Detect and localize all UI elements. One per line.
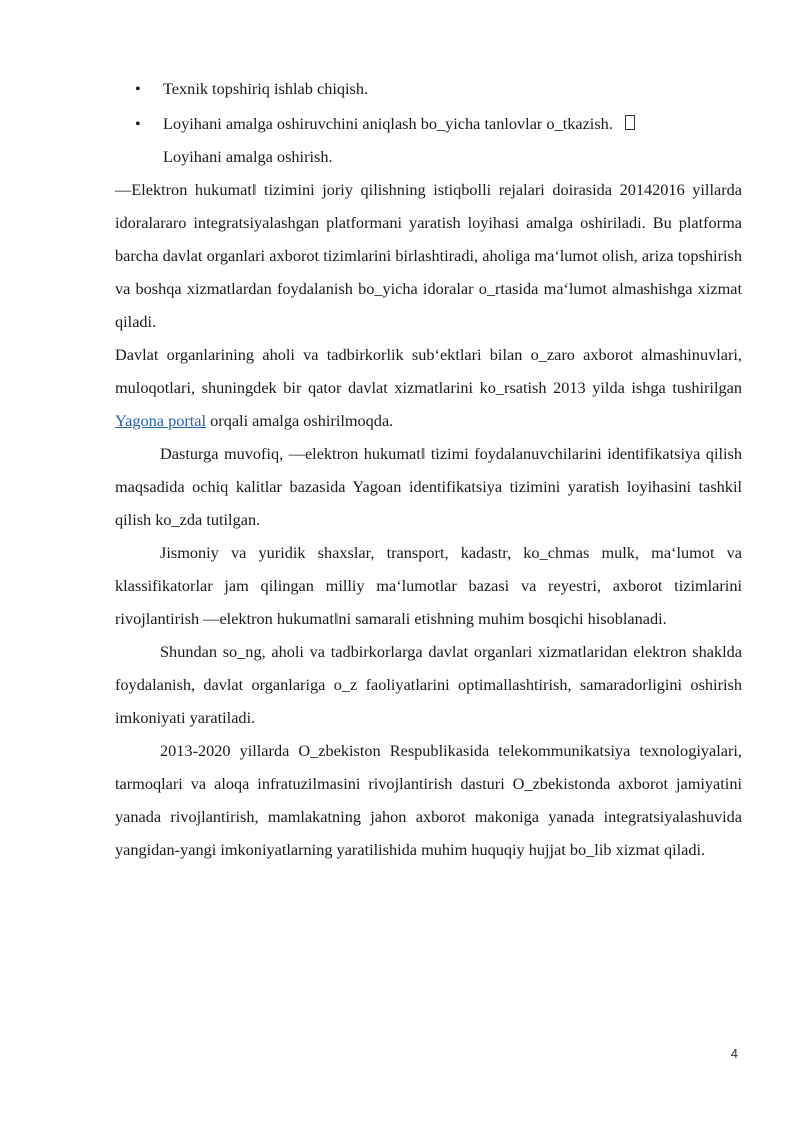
bullet-list — [115, 72, 742, 173]
bullet-text: Loyihani amalga oshiruvchini aniqlash bo_yicha tanlovlar o_tkazish. — [163, 114, 613, 133]
paragraph: ―Elektron hukumat‖ tizimini joriy qilishning istiqbolli rejalari doirasida 20142016 yillarda idoralararo integratsiyalashgan platformani yaratish loyihasi amalga oshiriladi. Bu platforma barcha davlat organlari axborot tizimlarini birlashtiradi, aholiga ma‘lumot olish, ariza topshirish va boshqa xizmatlardan foydalanish bo_yicha idoralar o_rtasida ma‘lumot almashishga xizmat qiladi. — [115, 180, 742, 331]
paragraph-text: orqali amalga oshirilmoqda. — [206, 411, 394, 430]
page-number: 4 — [730, 1046, 738, 1061]
paragraph — [115, 338, 742, 437]
paragraph: Jismoniy va yuridik shaxslar, transport, kadastr, ko_chmas mulk, ma‘lumot va klassifikatorlar jam qilingan milliy ma‘lumotlar bazasi va reyestri, axborot tizimlarini rivojlantirish ―elektron hukumat‖ni samarali etishning muhim bosqichi hisoblanadi. — [115, 543, 742, 628]
bullet-text: Texnik topshiriq ishlab chiqish. — [163, 79, 369, 98]
bullet-glyph: • — [135, 114, 141, 133]
yagona-portal-link[interactable]: Yagona portal — [115, 411, 207, 430]
bullet-item — [115, 72, 742, 105]
missing-glyph-icon — [625, 115, 635, 130]
paragraph: 2013-2020 yillarda O_zbekiston Respublikasida telekommunikatsiya texnologiyalari, tarmoqlari va aloqa infratuzilmasini rivojlantirish dasturi O_zbekistonda axborot jamiyatini yanada rivojlantirish, mamlakatning jahon axborot makoniga yanada integratsiyalashuvida yangidan-yangi imkoniyatlarning yaratilishida muhim huquqiy hujjat bo_lib xizmat qiladi. — [115, 741, 742, 859]
paragraph: Shundan so_ng, aholi va tadbirkorlarga davlat organlari xizmatlaridan elektron shakldа foydalanish, davlat organlariga o_z faoliyatlarini optimallashtirish, samaradorligini oshirish imkoniyati yaratiladi. — [115, 642, 742, 727]
bullet-continuation: Loyihani amalga oshirish. — [163, 147, 333, 166]
bullet-glyph: • — [135, 79, 141, 98]
document-page — [115, 72, 742, 866]
bullet-item — [115, 107, 742, 173]
paragraph: Dasturga muvofiq, ―elektron hukumat‖ tizimi foydalanuvchilarini identifikatsiya qilish maqsadida ochiq kalitlar bazasida Yagoan identifikatsiya tizimini yaratish loyihasini tashkil qilish ko_zda tutilgan. — [115, 444, 742, 529]
paragraph-text: Davlat organlarining aholi va tadbirkorlik sub‘ektlari bilan o_zaro axborot almashinuvlari, muloqotlari, shuningdek bir qator davlat xizmatlarini ko_rsatish 2013 yilda ishga tushirilgan — [115, 345, 742, 397]
